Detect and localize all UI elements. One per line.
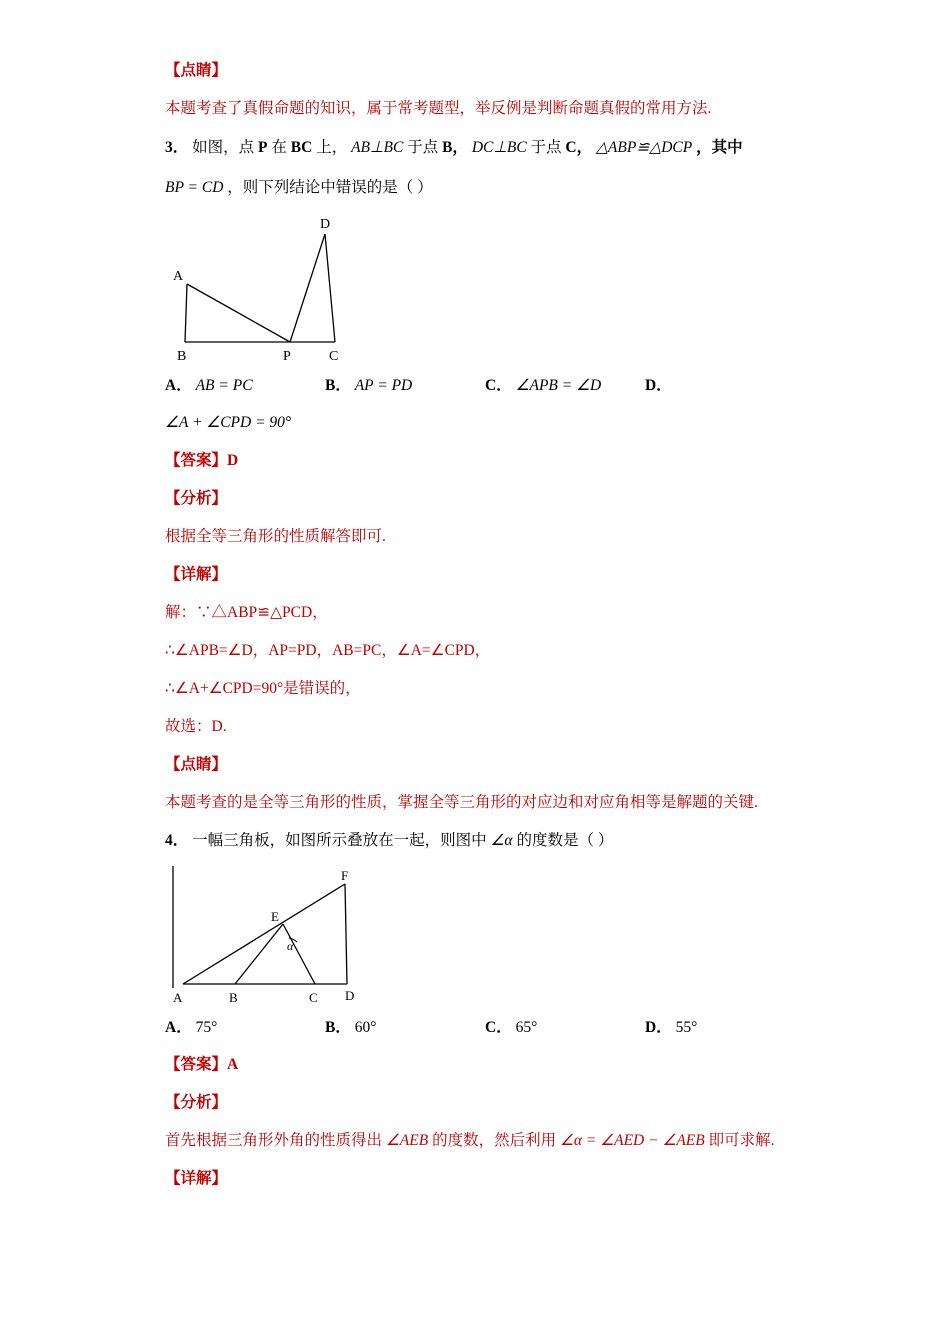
q3-detail-line-4: 故选：D. xyxy=(165,718,227,735)
q3-point-p: P xyxy=(258,139,268,156)
q3-option-c[interactable] xyxy=(485,368,645,404)
q3-stem-2: 在 xyxy=(271,139,287,156)
q3-detail-tag: 【详解】 xyxy=(165,566,228,583)
q3-point-b: B， xyxy=(442,139,468,156)
q4-options-row xyxy=(165,1010,790,1046)
q3-stem-1: 如图，点 xyxy=(192,139,255,156)
q3-option-b-key: B． xyxy=(325,377,351,394)
q4-option-d-value: 55° xyxy=(675,1019,698,1036)
q4-option-b-value: 60° xyxy=(354,1019,377,1036)
q3-detail-tag-line xyxy=(165,556,790,594)
q3-option-c-value: ∠APB = ∠D xyxy=(515,377,602,394)
q4-math-alpha: ∠α xyxy=(490,832,513,849)
triangle-board-figure xyxy=(165,866,485,1006)
q3-answer-tag: 【答案】 xyxy=(165,452,228,469)
q4-analysis-math-1: ∠AEB xyxy=(385,1132,429,1149)
q4-option-d[interactable] xyxy=(645,1010,765,1046)
q3-option-d[interactable] xyxy=(645,368,765,404)
q4-stem-1: 一幅三角板，如图所示叠放在一起，则图中 xyxy=(192,832,487,849)
q4-label-d: D xyxy=(345,988,355,1003)
q3-stem-4: 于点 xyxy=(407,139,439,156)
q3-analysis-tag: 【分析】 xyxy=(165,490,228,507)
q4-stem-2: 的度数是（ ） xyxy=(516,832,614,849)
q4-option-a-value: 75° xyxy=(195,1019,218,1036)
q4-option-b[interactable] xyxy=(325,1010,485,1046)
q3-detail-line-1: 解：∵△ABP≌△PCD， xyxy=(165,604,328,621)
note-text-prev: 本题考查了真假命题的知识，属于常考题型，举反例是判断命题真假的常用方法. xyxy=(165,100,712,117)
q3-math-4: BP = CD xyxy=(165,179,224,196)
q3-math-2: DC⊥BC xyxy=(471,139,527,156)
q3-label-p: P xyxy=(283,349,291,364)
q4-answer-tag: 【答案】 xyxy=(165,1056,228,1073)
q3-stem-5: 于点 xyxy=(530,139,562,156)
q4-label-b: B xyxy=(229,990,238,1005)
q3-option-b[interactable] xyxy=(325,368,485,404)
q3-answer-line xyxy=(165,442,790,480)
q3-answer-value: D xyxy=(227,452,239,469)
q4-option-b-key: B． xyxy=(325,1019,351,1036)
q4-label-c: C xyxy=(309,990,318,1005)
question-4-stem xyxy=(165,822,790,860)
q4-analysis-tag: 【分析】 xyxy=(165,1094,228,1111)
q4-answer-value: A xyxy=(227,1056,239,1073)
q4-option-c[interactable] xyxy=(485,1010,645,1046)
q3-option-a[interactable] xyxy=(165,368,325,404)
q3-note-text: 本题考查的是全等三角形的性质，掌握全等三角形的对应边和对应角相等是解题的关键. xyxy=(165,794,758,811)
q3-number: 3． xyxy=(165,139,189,156)
q3-point-c: C， xyxy=(565,139,593,156)
q3-stem-3: 上， xyxy=(316,139,348,156)
note-tag-label: 【点睛】 xyxy=(165,62,228,79)
q3-math-3: △ABP≌△DCP xyxy=(596,139,693,156)
q3-note-tag: 【点睛】 xyxy=(165,756,228,773)
q3-label-c: C xyxy=(329,349,339,364)
q3-label-a: A xyxy=(173,269,184,284)
q4-detail-tag: 【详解】 xyxy=(165,1170,228,1187)
q4-analysis-math-2: ∠α = ∠AED − ∠AEB xyxy=(559,1132,705,1149)
note-tag-prev xyxy=(165,52,790,90)
q3-stem-6: ，其中 xyxy=(696,139,743,156)
q4-label-a: A xyxy=(173,990,183,1005)
q3-option-b-value: AP = PD xyxy=(354,377,413,394)
triangle-abp-dcp-figure xyxy=(165,214,465,364)
q3-option-d-key: D． xyxy=(645,377,672,394)
q3-label-d: D xyxy=(320,217,331,232)
q3-seg-bc: BC xyxy=(290,139,313,156)
q3-detail-line-3: ∴∠A+∠CPD=90°是错误的， xyxy=(165,680,361,697)
q3-note-tag-line xyxy=(165,746,790,784)
document-content xyxy=(165,52,790,1198)
q4-option-c-key: C． xyxy=(485,1019,512,1036)
q4-option-c-value: 65° xyxy=(515,1019,538,1036)
q3-option-a-key: A． xyxy=(165,377,192,394)
q3-option-d-value: ∠A + ∠CPD = 90° xyxy=(165,414,292,431)
q4-answer-line xyxy=(165,1046,790,1084)
q4-option-a-key: A． xyxy=(165,1019,192,1036)
q3-analysis-text: 根据全等三角形的性质解答即可. xyxy=(165,528,386,545)
q4-option-a[interactable] xyxy=(165,1010,325,1046)
q3-detail-line-2: ∴∠APB=∠D，AP=PD，AB=PC，∠A=∠CPD， xyxy=(165,642,491,659)
q4-label-alpha: α xyxy=(287,939,294,953)
q4-analysis-text xyxy=(165,1122,790,1160)
q4-analysis-text-1: 首先根据三角形外角的性质得出 xyxy=(165,1132,383,1149)
q3-math-1: AB⊥BC xyxy=(351,139,404,156)
q4-figure-container xyxy=(165,866,790,1006)
q3-analysis-tag-line xyxy=(165,480,790,518)
q3-options-row xyxy=(165,368,790,404)
q4-label-e: E xyxy=(271,909,279,924)
q3-label-b: B xyxy=(177,349,187,364)
q4-label-f: F xyxy=(341,868,349,883)
q4-analysis-text-3: 即可求解. xyxy=(708,1132,775,1149)
q4-option-d-key: D． xyxy=(645,1019,672,1036)
q4-detail-tag-line xyxy=(165,1160,790,1198)
q3-option-a-value: AB = PC xyxy=(195,377,253,394)
q3-option-d-math-line xyxy=(165,404,790,442)
q4-analysis-tag-line xyxy=(165,1084,790,1122)
q3-stem-7: ，则下列结论中错误的是（ ） xyxy=(227,179,433,196)
q3-figure-container xyxy=(165,214,790,364)
q4-analysis-text-2: 的度数，然后利用 xyxy=(432,1132,557,1149)
q3-option-c-key: C． xyxy=(485,377,512,394)
q4-number: 4． xyxy=(165,832,189,849)
question-3-stem xyxy=(165,128,790,208)
